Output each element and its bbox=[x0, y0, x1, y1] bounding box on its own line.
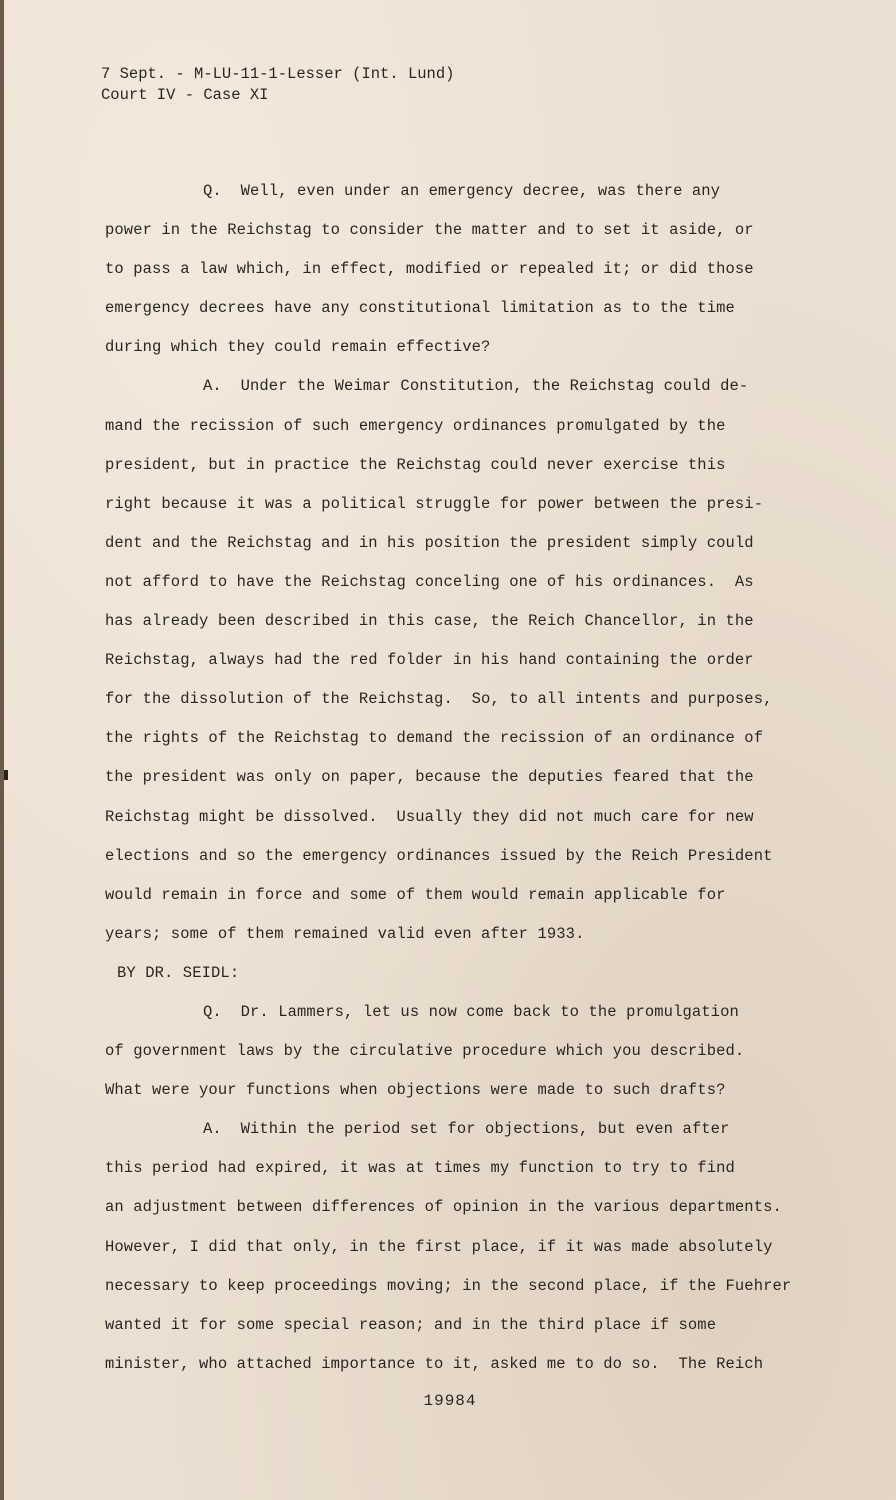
text-line: emergency decrees have any constitutional limitation as to the time bbox=[105, 299, 735, 318]
text-line: an adjustment between differences of opinion in the various departments. bbox=[105, 1198, 782, 1217]
text-line: years; some of them remained valid even after 1933. bbox=[105, 924, 585, 943]
text-line: A. Under the Weimar Constitution, the Reichstag could de- bbox=[203, 377, 749, 396]
text-line: would remain in force and some of them would remain applicable for bbox=[105, 885, 726, 904]
transcript-body bbox=[105, 172, 835, 1384]
text-line: president, but in practice the Reichstag could never exercise this bbox=[105, 455, 726, 474]
text-line: to pass a law which, in effect, modified or repealed it; or did those bbox=[105, 260, 754, 279]
text-line: during which they could remain effective? bbox=[105, 338, 491, 357]
header-line-session: 7 Sept. - M-LU-11-1-Lesser (Int. Lund) bbox=[101, 65, 455, 83]
text-line: Q. Well, even under an emergency decree, was there any bbox=[203, 182, 721, 200]
text-line: wanted it for some special reason; and in the third place if some bbox=[105, 1315, 717, 1334]
question-paragraph-1 bbox=[105, 172, 835, 367]
text-line: Q. Dr. Lammers, let us now come back to the promulgation bbox=[203, 1002, 739, 1021]
text-line: right because it was a political struggle for power between the presi- bbox=[105, 494, 764, 513]
text-line: the rights of the Reichstag to demand the recission of an ordinance of bbox=[105, 729, 764, 748]
text-line: minister, who attached importance to it, asked me to do so. The Reich bbox=[105, 1354, 764, 1373]
text-line: the president was only on paper, because the deputies feared that the bbox=[105, 768, 754, 787]
text-line: mand the recission of such emergency ordinances promulgated by the bbox=[105, 416, 726, 435]
text-line: not afford to have the Reichstag conceling one of his ordinances. As bbox=[105, 572, 754, 591]
text-line: of government laws by the circulative procedure which you described. bbox=[105, 1042, 745, 1061]
question-paragraph-2 bbox=[105, 993, 835, 1110]
text-line: dent and the Reichstag and in his position the president simply could bbox=[105, 533, 754, 552]
answer-paragraph-1 bbox=[105, 367, 835, 953]
text-line: Reichstag, always had the red folder in his hand containing the order bbox=[105, 651, 754, 670]
text-line: this period had expired, it was at times my function to try to find bbox=[105, 1159, 735, 1178]
text-line: has already been described in this case, the Reich Chancellor, in the bbox=[105, 612, 754, 631]
page-number: 19984 bbox=[423, 1392, 477, 1410]
text-line: for the dissolution of the Reichstag. So, to all intents and purposes, bbox=[105, 690, 773, 709]
text-line: What were your functions when objections were made to such drafts? bbox=[105, 1081, 726, 1100]
header-line-court: Court IV - Case XI bbox=[101, 86, 269, 104]
margin-mark bbox=[4, 770, 8, 780]
document-page bbox=[4, 0, 896, 1500]
text-line: A. Within the period set for objections, but even after bbox=[203, 1120, 730, 1139]
answer-paragraph-2 bbox=[105, 1110, 835, 1384]
text-line: Reichstag might be dissolved. Usually they did not much care for new bbox=[105, 807, 754, 826]
text-line: However, I did that only, in the first place, if it was made absolutely bbox=[105, 1237, 773, 1256]
document-header bbox=[101, 64, 454, 106]
text-line: necessary to keep proceedings moving; in the second place, if the Fuehrer bbox=[105, 1276, 792, 1295]
examiner-byline: BY DR. SEIDL: bbox=[117, 963, 240, 982]
text-line: elections and so the emergency ordinances issued by the Reich President bbox=[105, 846, 773, 865]
text-line: power in the Reichstag to consider the matter and to set it aside, or bbox=[105, 221, 754, 240]
